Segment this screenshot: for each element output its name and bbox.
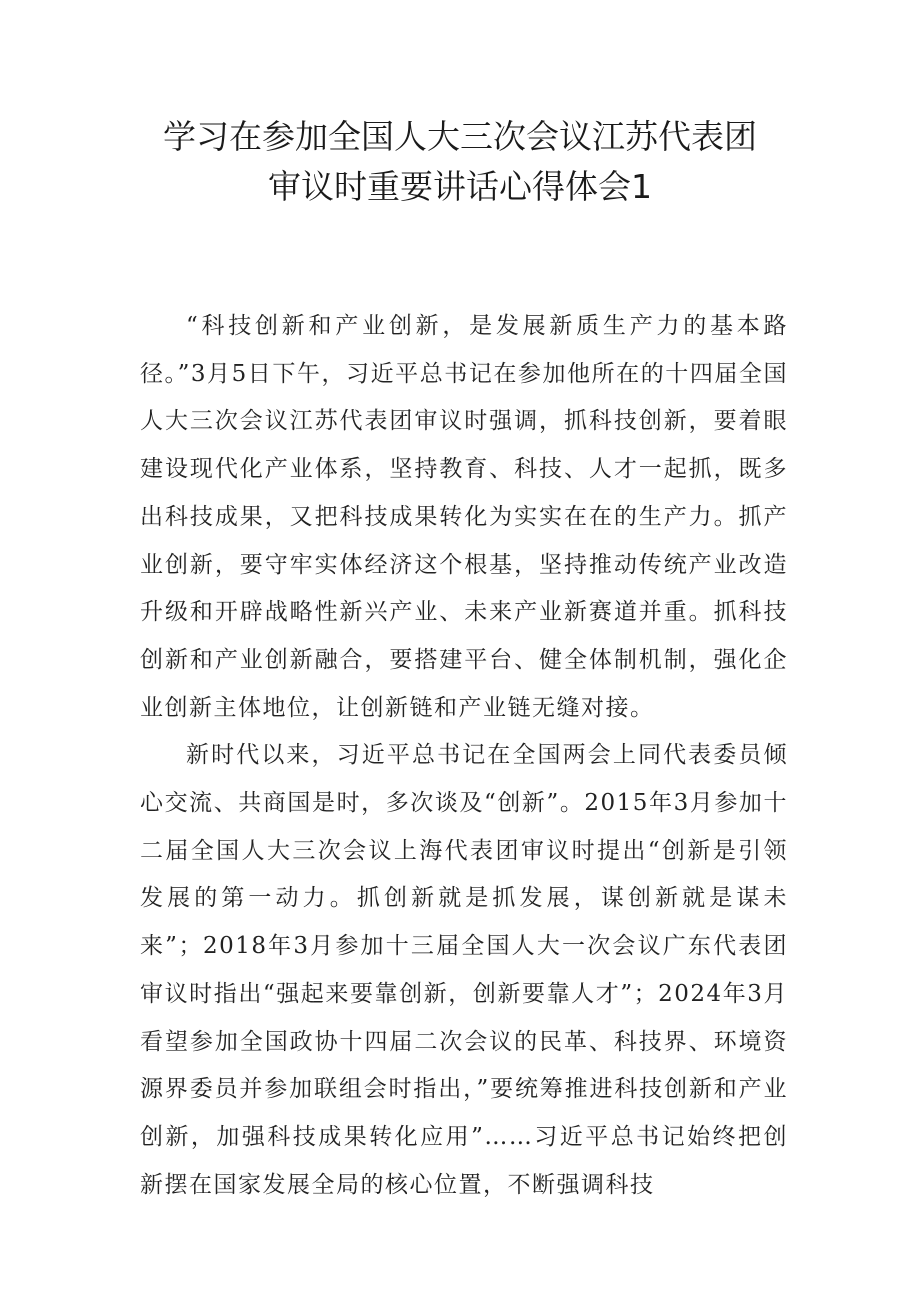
- paragraph-1: “科技创新和产业创新，是发展新质生产力的基本路径。”3月5日下午，习近平总书记在参加他所在的十四届全国人大三次会议江苏代表团审议时强调，抓科技创新，要着眼建设现代化产业体系，坚持教育、科技、人才一起抓，既多出科技成果，又把科技成果转化为实实在在的生产力。抓产业创新，要守牢实体经济这个根基，坚持推动传统产业改造升级和开辟战略性新兴产业、未来产业新赛道并重。抓科技创新和产业创新融合，要搭建平台、健全体制机制，强化企业创新主体地位，让创新链和产业链无缝对接。: [140, 313, 788, 721]
- title-line-2: 审议时重要讲话心得体会1: [268, 167, 652, 206]
- document-title: [0, 112, 920, 212]
- document-body: [140, 303, 788, 1209]
- paragraph-2: 新时代以来，习近平总书记在全国两会上同代表委员倾心交流、共商国是时，多次谈及“创新”。2015年3月参加十二届全国人大三次会议上海代表团审议时提出“创新是引领发展的第一动力。抓创新就是抓发展，谋创新就是谋未来”；2018年3月参加十三届全国人大一次会议广东代表团审议时指出“强起来要靠创新，创新要靠人才”；2024年3月看望参加全国政协十四届二次会议的民革、科技界、环境资源界委员并参加联组会时指出，”要统筹推进科技创新和产业创新，加强科技成果转化应用”……习近平总书记始终把创新摆在国家发展全局的核心位置，不断强调科技: [140, 742, 788, 1198]
- title-line-1: 学习在参加全国人大三次会议江苏代表团: [163, 117, 757, 156]
